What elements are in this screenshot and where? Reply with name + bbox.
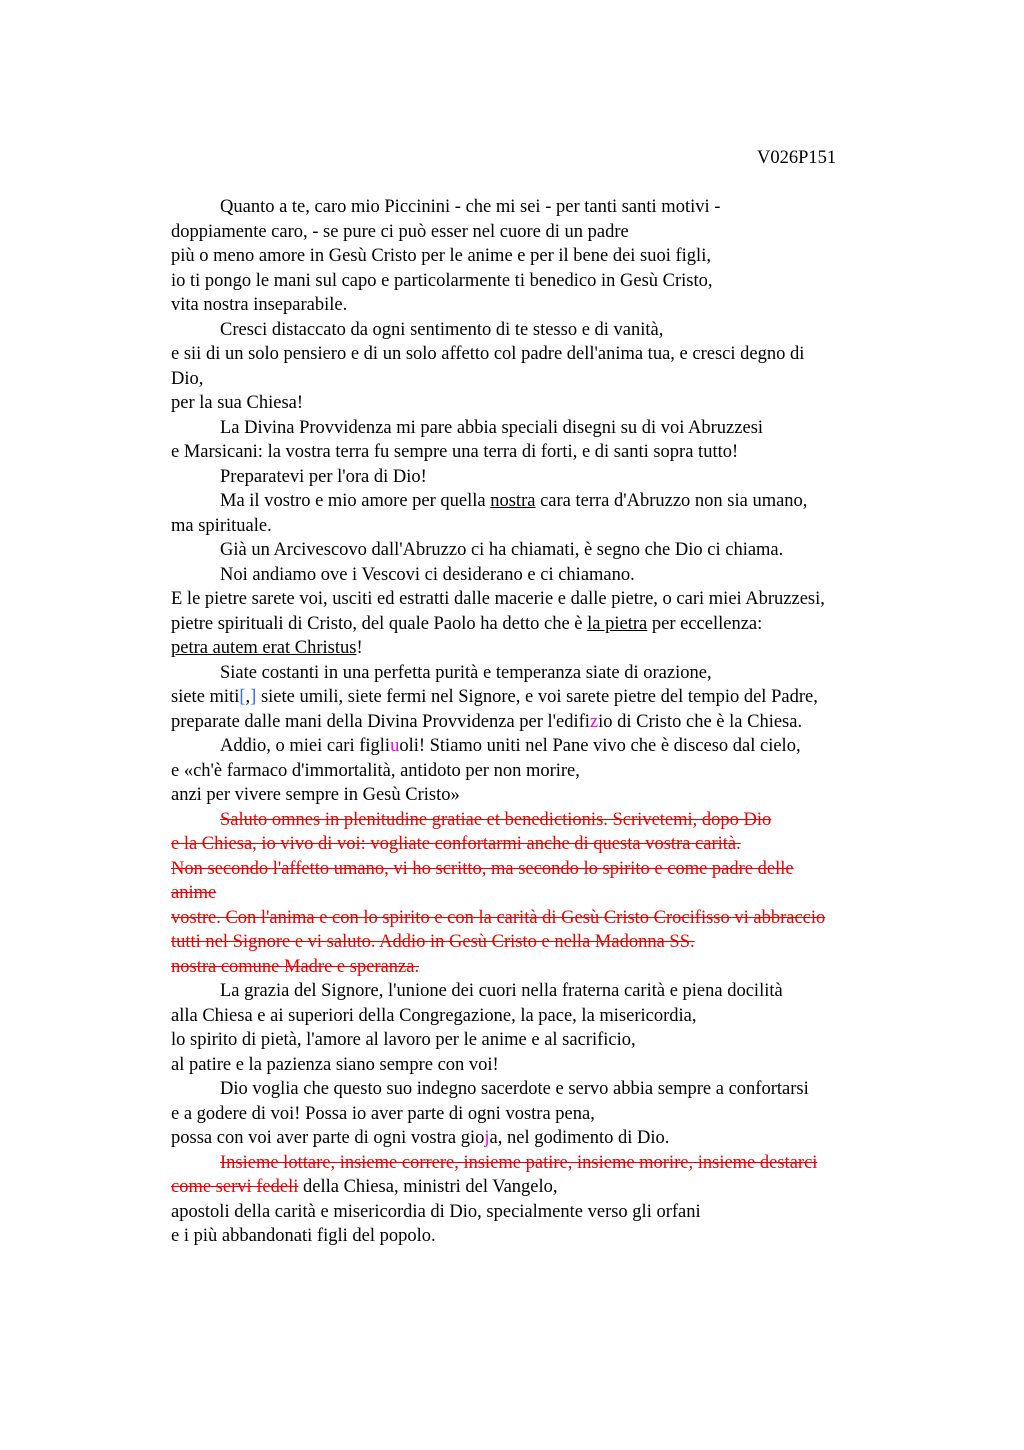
text-segment: Ma il vostro e mio amore per quella — [220, 491, 491, 511]
text-line — [171, 1224, 911, 1249]
text-line — [171, 1200, 911, 1225]
letter-body — [171, 195, 911, 1249]
underlined-text: nostra — [490, 491, 536, 511]
text-line — [171, 1053, 911, 1078]
text-line — [171, 391, 911, 416]
text-segment: vita nostra inseparabile. — [171, 295, 348, 315]
deleted-text: nostra comune Madre e speranza. — [171, 956, 420, 977]
deleted-text: Saluto omnes in plenitudine gratiae et benedictionis. Scrivetemi, dopo Dio — [220, 809, 772, 830]
text-segment: a, nel godimento di Dio. — [489, 1128, 670, 1148]
text-line — [171, 930, 911, 955]
text-segment: e a godere di voi! Possa io aver parte di ogni vostra pena, — [171, 1103, 595, 1124]
text-segment: alla Chiesa e ai superiori della Congregazione, la pace, la misericordia, — [171, 1005, 697, 1026]
text-segment: al patire e la pazienza siano sempre con voi! — [171, 1054, 499, 1075]
text-line — [171, 979, 911, 1004]
text-line — [171, 685, 911, 710]
text-line — [171, 1077, 911, 1102]
text-line — [171, 710, 911, 735]
text-line — [171, 195, 911, 220]
text-segment: più o meno amore in Gesù Cristo per le anime e per il bene dei suoi figli, — [171, 246, 711, 266]
text-line — [171, 342, 911, 367]
deleted-text: Insieme lottare, insieme correre, insieme patire, insieme morire, insieme destarci — [220, 1152, 818, 1173]
text-line — [171, 1126, 911, 1151]
text-segment: oli! Stiamo uniti nel Pane vivo che è disceso dal cielo, — [399, 736, 801, 756]
text-line — [171, 1102, 911, 1127]
deleted-text: come servi fedeli — [171, 1177, 299, 1197]
text-segment: Quanto a te, caro mio Piccinini - che mi sei - per tanti santi motivi - — [220, 197, 721, 217]
text-segment: Cresci distaccato da ogni sentimento di te stesso e di vanità, — [220, 319, 664, 340]
text-line — [171, 416, 911, 441]
text-segment: Dio voglia che questo suo indegno sacerdote e servo abbia sempre a confortarsi — [220, 1079, 809, 1099]
text-line — [171, 367, 911, 392]
text-segment: e sii di un solo pensiero e di un solo affetto col padre dell'anima tua, e cresci degno di — [171, 344, 805, 364]
text-line — [171, 783, 911, 808]
text-segment: per eccellenza: — [647, 613, 763, 634]
text-line — [171, 489, 911, 514]
text-line — [171, 734, 911, 759]
text-segment: possa con voi aver parte di ogni vostra gio — [171, 1128, 485, 1148]
text-line — [171, 269, 911, 294]
text-line — [171, 636, 911, 661]
text-segment: preparate dalle mani della Divina Provvidenza per l'edifi — [171, 711, 590, 732]
text-line — [171, 881, 911, 906]
text-line — [171, 1004, 911, 1029]
text-line — [171, 1175, 911, 1200]
text-segment: pietre spirituali di Cristo, del quale Paolo ha detto che è — [171, 613, 588, 634]
text-line — [171, 318, 911, 343]
editorial-correction: j — [484, 1128, 490, 1148]
text-line — [171, 832, 911, 857]
text-line — [171, 514, 911, 539]
editorial-correction: u — [390, 736, 400, 756]
text-line — [171, 612, 911, 637]
text-segment: Dio, — [171, 368, 204, 389]
text-line — [171, 1028, 911, 1053]
text-segment: E le pietre sarete voi, usciti ed estratti dalle macerie e dalle pietre, o cari miei Abruzzesi, — [171, 589, 825, 609]
underlined-text: petra autem erat Christus — [171, 638, 357, 658]
text-segment: Noi andiamo ove i Vescovi ci desiderano e ci chiamano. — [220, 564, 635, 585]
editorial-bracket: ] — [250, 687, 257, 707]
text-line — [171, 955, 911, 980]
text-segment: e Marsicani: la vostra terra fu sempre una terra di forti, e di santi sopra tutto! — [171, 442, 739, 462]
text-segment: ! — [356, 638, 363, 658]
text-line — [171, 563, 911, 588]
text-line — [171, 465, 911, 490]
text-segment: cara terra d'Abruzzo non sia umano, — [535, 491, 808, 511]
deleted-text: anime — [171, 883, 217, 903]
text-segment: della Chiesa, ministri del Vangelo, — [298, 1177, 558, 1197]
text-line — [171, 440, 911, 465]
text-segment: siete miti — [171, 687, 240, 707]
deleted-text: tutti nel Signore e vi saluto. Addio in Gesù Cristo e nella Madonna SS. — [171, 932, 695, 952]
text-line — [171, 1151, 911, 1176]
text-line — [171, 293, 911, 318]
text-segment: La grazia del Signore, l'unione dei cuori nella fraterna carità e piena docilità — [220, 981, 783, 1001]
underlined-text: la pietra — [587, 613, 648, 634]
text-segment: apostoli della carità e misericordia di Dio, specialmente verso gli orfani — [171, 1201, 701, 1222]
deleted-text: vostre. Con l'anima e con lo spirito e con la carità di Gesù Cristo Crocifisso vi abbraccio — [171, 907, 826, 928]
text-segment: ma spirituale. — [171, 515, 272, 536]
deleted-text: Non secondo l'affetto umano, vi ho scritto, ma secondo lo spirito e come padre delle — [171, 858, 794, 879]
text-segment: Addio, o miei cari figli — [220, 736, 391, 756]
text-segment: Preparatevi per l'ora di Dio! — [220, 466, 427, 487]
document-reference: V026P151 — [757, 148, 837, 168]
text-segment: Già un Arcivescovo dall'Abruzzo ci ha chiamati, è segno che Dio ci chiama. — [220, 540, 784, 560]
text-line — [171, 538, 911, 563]
text-line — [171, 857, 911, 882]
text-segment: lo spirito di pietà, l'amore al lavoro per le anime e al sacrificio, — [171, 1030, 636, 1050]
text-line — [171, 587, 911, 612]
text-line — [171, 759, 911, 784]
deleted-text: e la Chiesa, io vivo di voi: vogliate confortarmi anche di questa vostra carità. — [171, 834, 741, 854]
text-segment: La Divina Provvidenza mi pare abbia speciali disegni su di voi Abruzzesi — [220, 417, 764, 438]
text-line — [171, 661, 911, 686]
text-line — [171, 906, 911, 931]
text-segment: anzi per vivere sempre in Gesù Cristo» — [171, 785, 460, 805]
text-segment: e «ch'è farmaco d'immortalità, antidoto per non morire, — [171, 760, 580, 781]
text-segment: io di Cristo che è la Chiesa. — [598, 711, 803, 732]
text-line — [171, 220, 911, 245]
text-line — [171, 244, 911, 269]
text-segment: io ti pongo le mani sul capo e particolarmente ti benedico in Gesù Cristo, — [171, 270, 713, 291]
text-segment: siete umili, siete fermi nel Signore, e voi sarete pietre del tempio del Padre, — [256, 687, 818, 707]
text-line — [171, 808, 911, 833]
editorial-correction: z — [589, 711, 599, 732]
text-segment: Siate costanti in una perfetta purità e temperanza siate di orazione, — [220, 662, 712, 683]
text-segment: e i più abbandonati figli del popolo. — [171, 1226, 436, 1246]
text-segment: per la sua Chiesa! — [171, 393, 304, 413]
editorial-bracket: [ — [239, 687, 246, 707]
text-segment: doppiamente caro, - se pure ci può esser nel cuore di un padre — [171, 221, 629, 242]
text-segment: , — [245, 687, 251, 707]
